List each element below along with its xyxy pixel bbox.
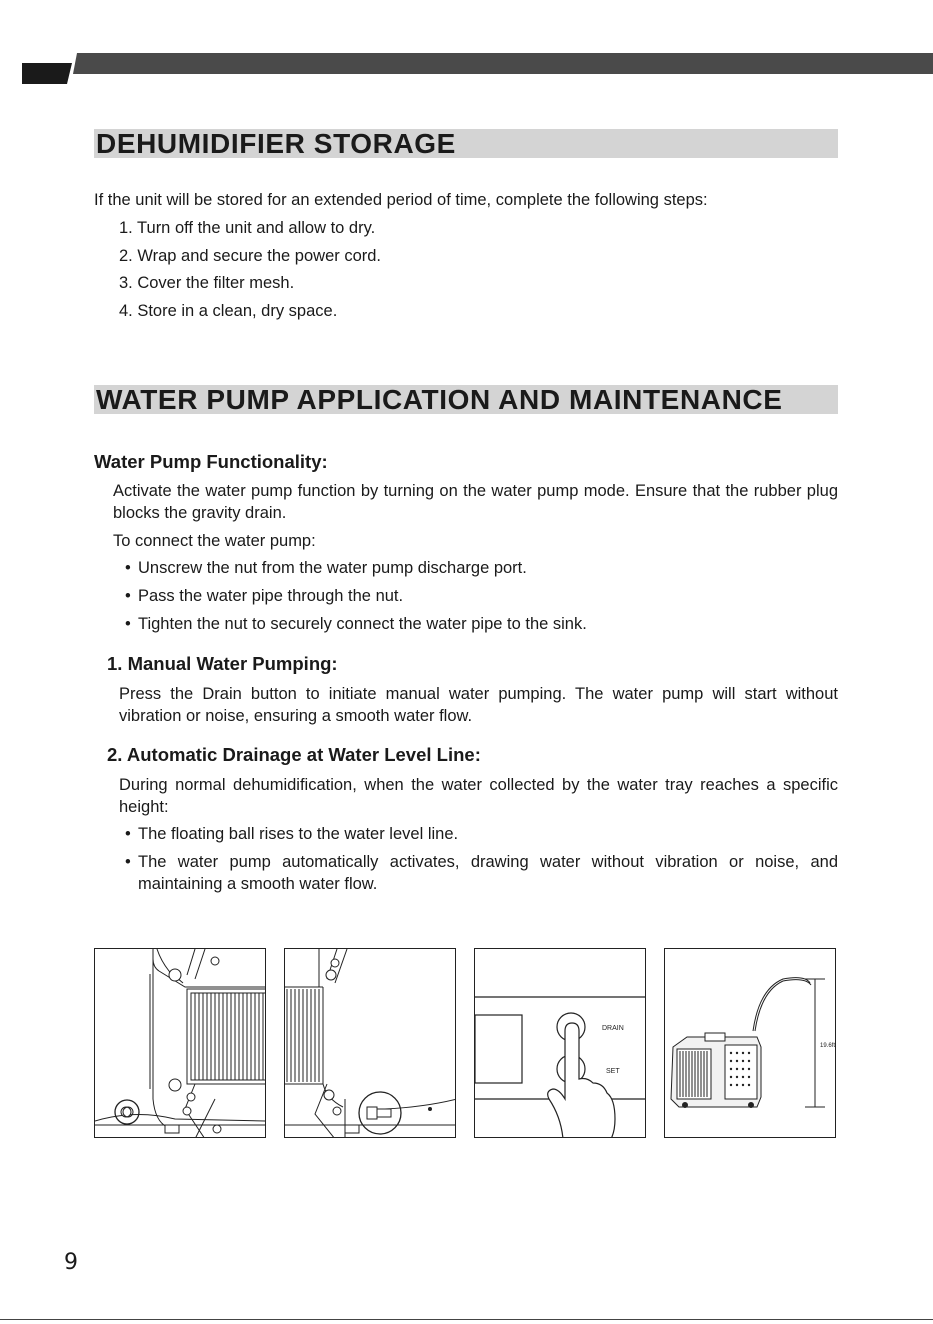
figure-drain-plug — [94, 948, 266, 1138]
drain-label: DRAIN — [602, 1025, 624, 1032]
automatic-body: During normal dehumidification, when the water collected by the water tray reaches a specific height: — [119, 776, 838, 816]
connect-bullet: • Unscrew the nut from the water pump discharge port. — [138, 557, 527, 579]
automatic-title: 2. Automatic Drainage at Water Level Line: — [107, 744, 481, 765]
page-number: 9 — [64, 1250, 78, 1275]
drain-plug-illustration — [95, 949, 266, 1138]
storage-step: 4. Store in a clean, dry space. — [119, 302, 338, 320]
dehumidifier-icon — [671, 1033, 761, 1107]
figure-pipe-connection — [284, 948, 456, 1138]
pipe-connection-illustration — [285, 949, 456, 1138]
automatic-bullet: • The floating ball rises to the water level line. — [138, 823, 458, 845]
automatic-bullet: • The water pump automatically activates, drawing water without vibration or noise, and maintaining a smooth water flow. — [138, 851, 838, 895]
storage-step: 3. Cover the filter mesh. — [119, 274, 295, 292]
bottom-rule — [0, 1319, 933, 1320]
functionality-title: Water Pump Functionality: — [94, 451, 328, 472]
height-label: 19.6ft — [820, 1043, 836, 1049]
connect-intro: To connect the water pump: — [113, 532, 316, 550]
storage-intro: If the unit will be stored for an extended period of time, complete the following steps: — [94, 191, 708, 209]
pipe-height-illustration — [665, 949, 836, 1138]
functionality-body: Activate the water pump function by turning on the water pump mode. Ensure that the rubber plug blocks the gravity drain. — [113, 482, 838, 522]
manual-title: 1. Manual Water Pumping: — [107, 653, 338, 674]
storage-step: 1. Turn off the unit and allow to dry. — [119, 219, 376, 237]
control-panel-illustration — [475, 949, 646, 1138]
manual-body: Press the Drain button to initiate manual water pumping. The water pump will start without vibration or noise, ensuring a smooth water flow. — [119, 685, 838, 725]
connect-bullet: • Tighten the nut to securely connect the water pipe to the sink. — [138, 613, 587, 635]
storage-heading: DEHUMIDIFIER STORAGE — [94, 129, 838, 158]
header-bar — [0, 0, 933, 90]
connect-bullet: • Pass the water pipe through the nut. — [138, 585, 403, 607]
set-label: SET — [606, 1068, 620, 1075]
storage-step: 2. Wrap and secure the power cord. — [119, 247, 382, 265]
finger-icon — [548, 1023, 615, 1138]
figure-control-panel — [474, 948, 646, 1138]
figure-pipe-height — [664, 948, 836, 1138]
pump-heading: WATER PUMP APPLICATION AND MAINTENANCE — [94, 385, 838, 414]
